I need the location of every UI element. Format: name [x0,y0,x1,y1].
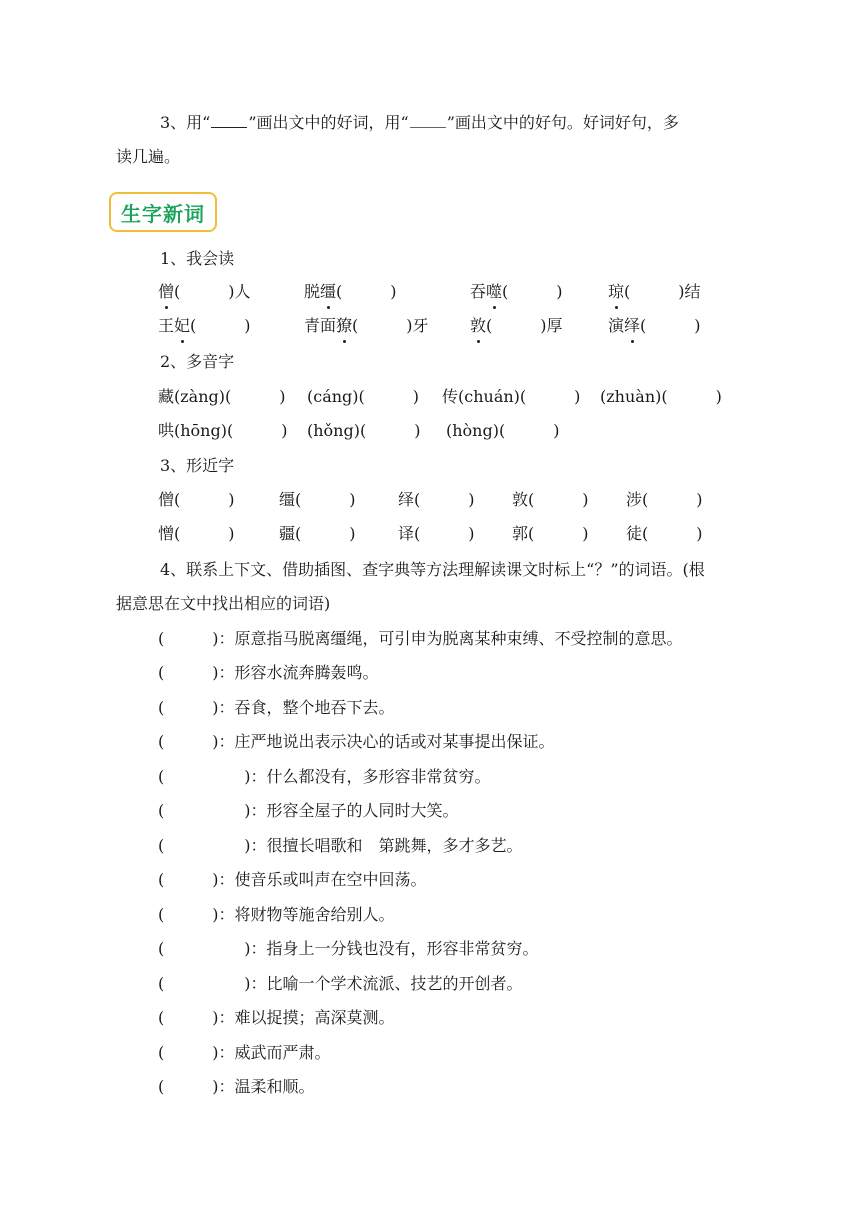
q4-item-10: ( )：指身上一分钱也没有，形容非常贫穷。 [158,939,539,958]
q4-item-3: ( )：吞食，整个地吞下去。 [158,698,395,717]
q3-row2-item4: 郭( ) [512,524,589,543]
intro-text-1: 3、用“ [160,113,211,132]
intro-text-3: ”画出文中的好句。好词好句，多 [446,113,679,132]
q1-row1-item4: 琼( )结 [608,282,701,301]
q2-row1-item1: 藏(zàng)( ) [158,387,286,406]
dotted-char: 妃 [174,316,191,335]
q4-item-12: ( )：难以捉摸；高深莫测。 [158,1008,395,1027]
q4-item-4: ( )：庄严地说出表示决心的话或对某事提出保证。 [158,732,555,751]
q4-item-6: ( )：形容全屋子的人同时大笑。 [158,801,459,820]
q3-title: 3、形近字 [160,456,235,475]
q1-row2-item4: 演绎( ) [608,316,701,335]
q2-row1-item2: (cáng)( ) [307,387,420,406]
q4-item-7: ( )：很擅长唱歌和 第跳舞，多才多艺。 [158,836,523,855]
section-title: 生字新词 [121,201,205,226]
q3-row1-item2: 缰( ) [279,490,356,509]
q1-row1-item1: 僧( )人 [158,282,251,301]
q3-row2-item5: 徒( ) [626,524,703,543]
q3-row1-item1: 僧( ) [158,490,235,509]
q1-row2-item1: 王妃( ) [158,316,251,335]
intro-line-2: 读几遍。 [116,147,181,166]
section-title-badge [109,192,217,232]
q2-row1-item4: (zhuàn)( ) [600,387,722,406]
q4-item-13: ( )：威武而严肃。 [158,1043,331,1062]
q1-title: 1、我会读 [160,249,235,268]
q4-prompt-line-2: 据意思在文中找出相应的词语) [116,594,331,613]
q4-item-8: ( )：使音乐或叫声在空中回荡。 [158,870,427,889]
wavy-underline-sample [410,113,446,128]
q1-row1-item3: 吞噬( ) [470,282,563,301]
solid-underline-sample [211,113,247,128]
q4-item-1: ( )：原意指马脱离缰绳，可引申为脱离某种束缚、不受控制的意思。 [158,629,683,648]
q2-row2-item1: 哄(hōng)( ) [158,421,288,440]
dotted-char: 僧 [158,282,175,301]
q2-row2-item3: (hòng)( ) [446,421,560,440]
dotted-char: 噬 [486,282,503,301]
q3-row2-item1: 憎( ) [158,524,235,543]
q4-item-11: ( )：比喻一个学术流派、技艺的开创者。 [158,974,523,993]
intro-text-2: ”画出文中的好词，用“ [248,113,409,132]
q2-title: 2、多音字 [160,352,235,371]
q3-row2-item2: 疆( ) [279,524,356,543]
q3-row1-item4: 敦( ) [512,490,589,509]
q1-row2-item3: 敦( )厚 [470,316,563,335]
q2-row2-item2: (hǒng)( ) [307,421,421,440]
q3-row2-item3: 译( ) [398,524,475,543]
q3-row1-item5: 涉( ) [626,490,703,509]
dotted-char: 缰 [320,282,337,301]
intro-line-1 [160,112,679,134]
q4-item-2: ( )：形容水流奔腾轰鸣。 [158,663,379,682]
q1-row1-item2: 脱缰( ) [304,282,397,301]
dotted-char: 琼 [608,282,625,301]
q4-item-5: ( )：什么都没有，多形容非常贫穷。 [158,767,491,786]
dotted-char: 敦 [470,316,487,335]
q4-item-9: ( )：将财物等施舍给别人。 [158,905,395,924]
q2-row1-item3: 传(chuán)( ) [442,387,581,406]
q4-item-14: ( )：温柔和顺。 [158,1077,315,1096]
dotted-char: 獠 [336,316,353,335]
q4-prompt-line-1: 4、联系上下文、借助插图、查字典等方法理解读课文时标上“？”的词语。(根 [160,560,705,579]
q1-row2-item2: 青面獠( )牙 [304,316,429,335]
dotted-char: 绎 [624,316,641,335]
q3-row1-item3: 绎( ) [398,490,475,509]
